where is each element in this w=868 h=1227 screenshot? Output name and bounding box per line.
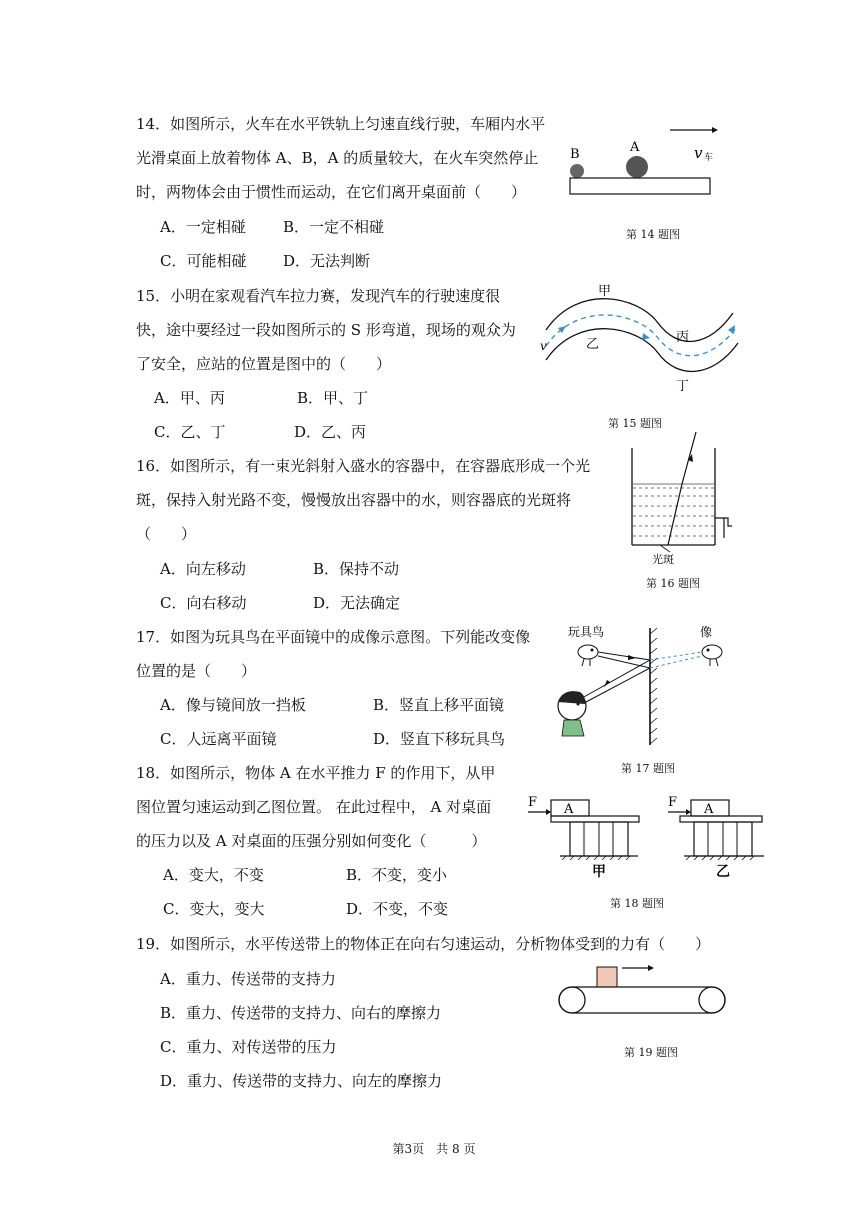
q16-option-c: C．向右移动 [160, 594, 247, 612]
q14-option-c: C．可能相碰 [160, 252, 247, 270]
q14-line-3: 时，两物体会由于惯性而运动，在它们离开桌面前（ ） [136, 183, 527, 201]
q17-option-c: C．人远离平面镜 [160, 730, 277, 748]
q16-line-3: （ ） [136, 525, 197, 543]
q14-line-1: 14．如图所示，火车在水平铁轨上匀速直线行驶，车厢内水平 [136, 115, 546, 133]
q14-figure [560, 118, 720, 198]
q17-bird-label: 玩具鸟 [568, 625, 605, 639]
q16-option-b: B．保持不动 [313, 560, 400, 578]
person-icon [558, 691, 586, 736]
q17-caption: 第 17 题图 [621, 762, 675, 775]
q15-option-c: C．乙、丁 [154, 423, 226, 441]
label-jia: 甲 [598, 284, 612, 299]
q16-line-1: 16．如图所示，有一束光斜射入盛水的容器中，在容器底形成一个光 [136, 457, 591, 475]
table-top [570, 178, 710, 194]
toy-bird-icon [578, 645, 598, 666]
q18-option-c: C．变大，变大 [163, 900, 265, 918]
q14-b-label: B [570, 147, 580, 162]
q16-spot-label: 光斑 [652, 553, 674, 565]
q18-figure-jia [520, 790, 770, 880]
q14-option-b: B．一定不相碰 [283, 218, 385, 236]
q18-option-d: D．不变，不变 [346, 900, 449, 918]
image-bird-icon [702, 645, 722, 666]
q14-a-label: A [630, 140, 640, 155]
label-bing: 丙 [676, 330, 690, 345]
q14-option-a: A．一定相碰 [160, 218, 246, 236]
q17-line-2: 位置的是（ ） [136, 662, 257, 680]
q14-v-label: v [694, 144, 703, 162]
moving-object [597, 967, 617, 987]
q18-f-label-jia: F [528, 795, 538, 810]
q18-f-label-yi: F [668, 795, 678, 810]
q14-option-d: D．无法判断 [283, 252, 371, 270]
q14-line-2: 光滑桌面上放着物体 A、B，A 的质量较大，在火车突然停止 [136, 149, 539, 167]
q17-option-a: A．像与镜间放一挡板 [160, 696, 306, 714]
q19-option-a: A．重力、传送带的支持力 [160, 970, 336, 988]
q17-option-d: D．竖直下移玩具鸟 [373, 730, 506, 748]
q15-option-d: D．乙、丙 [294, 423, 367, 441]
q17-option-b: B．竖直上移平面镜 [373, 696, 505, 714]
table-yi [680, 816, 762, 822]
q18-caption: 第 18 题图 [610, 897, 664, 910]
q19-option-d: D．重力、传送带的支持力、向左的摩擦力 [160, 1072, 443, 1090]
q19-option-c: C．重力、对传送带的压力 [160, 1038, 337, 1056]
road-inner [546, 329, 738, 372]
q16-figure [620, 430, 740, 565]
q17-image-label: 像 [700, 625, 713, 639]
q18-line-1: 18．如图所示，物体 A 在水平推力 F 的作用下，从甲 [136, 764, 496, 782]
q16-line-2: 斑，保持入射光路不变，慢慢放出容器中的水，则容器底的光斑将 [136, 491, 572, 509]
q14-caption: 第 14 题图 [626, 228, 680, 241]
q17-line-1: 17．如图为玩具鸟在平面镜中的成像示意图。下列能改变像 [136, 628, 531, 646]
drain-tap [715, 518, 732, 538]
q15-line-2: 快，途中要经过一段如图所示的 S 形弯道，现场的观众为 [136, 321, 516, 339]
q16-caption: 第 16 题图 [646, 577, 700, 590]
q19-option-b: B．重力、传送带的支持力、向右的摩擦力 [160, 1004, 442, 1022]
ball-b [570, 164, 584, 178]
water [633, 484, 714, 536]
q19-line-1: 19．如图所示，水平传送带上的物体正在向右匀速运动，分析物体受到的力有（ ） [136, 935, 711, 953]
q15-figure [538, 278, 743, 398]
q18-line-3: 的压力以及 A 对桌面的压强分别如何变化（ ） [136, 832, 487, 850]
q18-a-label-jia: A [564, 802, 574, 817]
q15-line-3: 了安全，应站的位置是图中的（ ） [136, 355, 392, 373]
ball-a [626, 156, 648, 178]
q18-option-a: A．变大，不变 [163, 866, 264, 884]
q16-option-a: A．向左移动 [160, 560, 246, 578]
q18-a-label-yi: A [704, 802, 714, 817]
q19-figure [552, 960, 732, 1020]
label-yi: 乙 [586, 337, 600, 352]
q14-v-sub: 车 [704, 153, 714, 163]
q15-option-a: A．甲、丙 [154, 389, 225, 407]
q18-yi-label: 乙 [716, 864, 730, 880]
q16-option-d: D．无法确定 [313, 594, 401, 612]
label-ding: 丁 [676, 379, 690, 394]
q18-line-2: 图位置匀速运动到乙图位置。 在此过程中， A 对桌面 [136, 798, 492, 816]
q15-caption: 第 15 题图 [608, 417, 662, 430]
q15-line-1: 15．小明在家观看汽车拉力赛，发现汽车的行驶速度很 [136, 287, 501, 305]
q18-option-b: B．不变，变小 [346, 866, 448, 884]
q19-caption: 第 19 题图 [624, 1046, 678, 1059]
q15-option-b: B．甲、丁 [297, 389, 369, 407]
q17-figure [550, 620, 730, 750]
q15-v-label: v [540, 339, 547, 353]
page-footer: 第3页 共 8 页 [392, 1142, 476, 1156]
light-ray [682, 432, 696, 484]
q18-jia-label: 甲 [592, 864, 606, 880]
